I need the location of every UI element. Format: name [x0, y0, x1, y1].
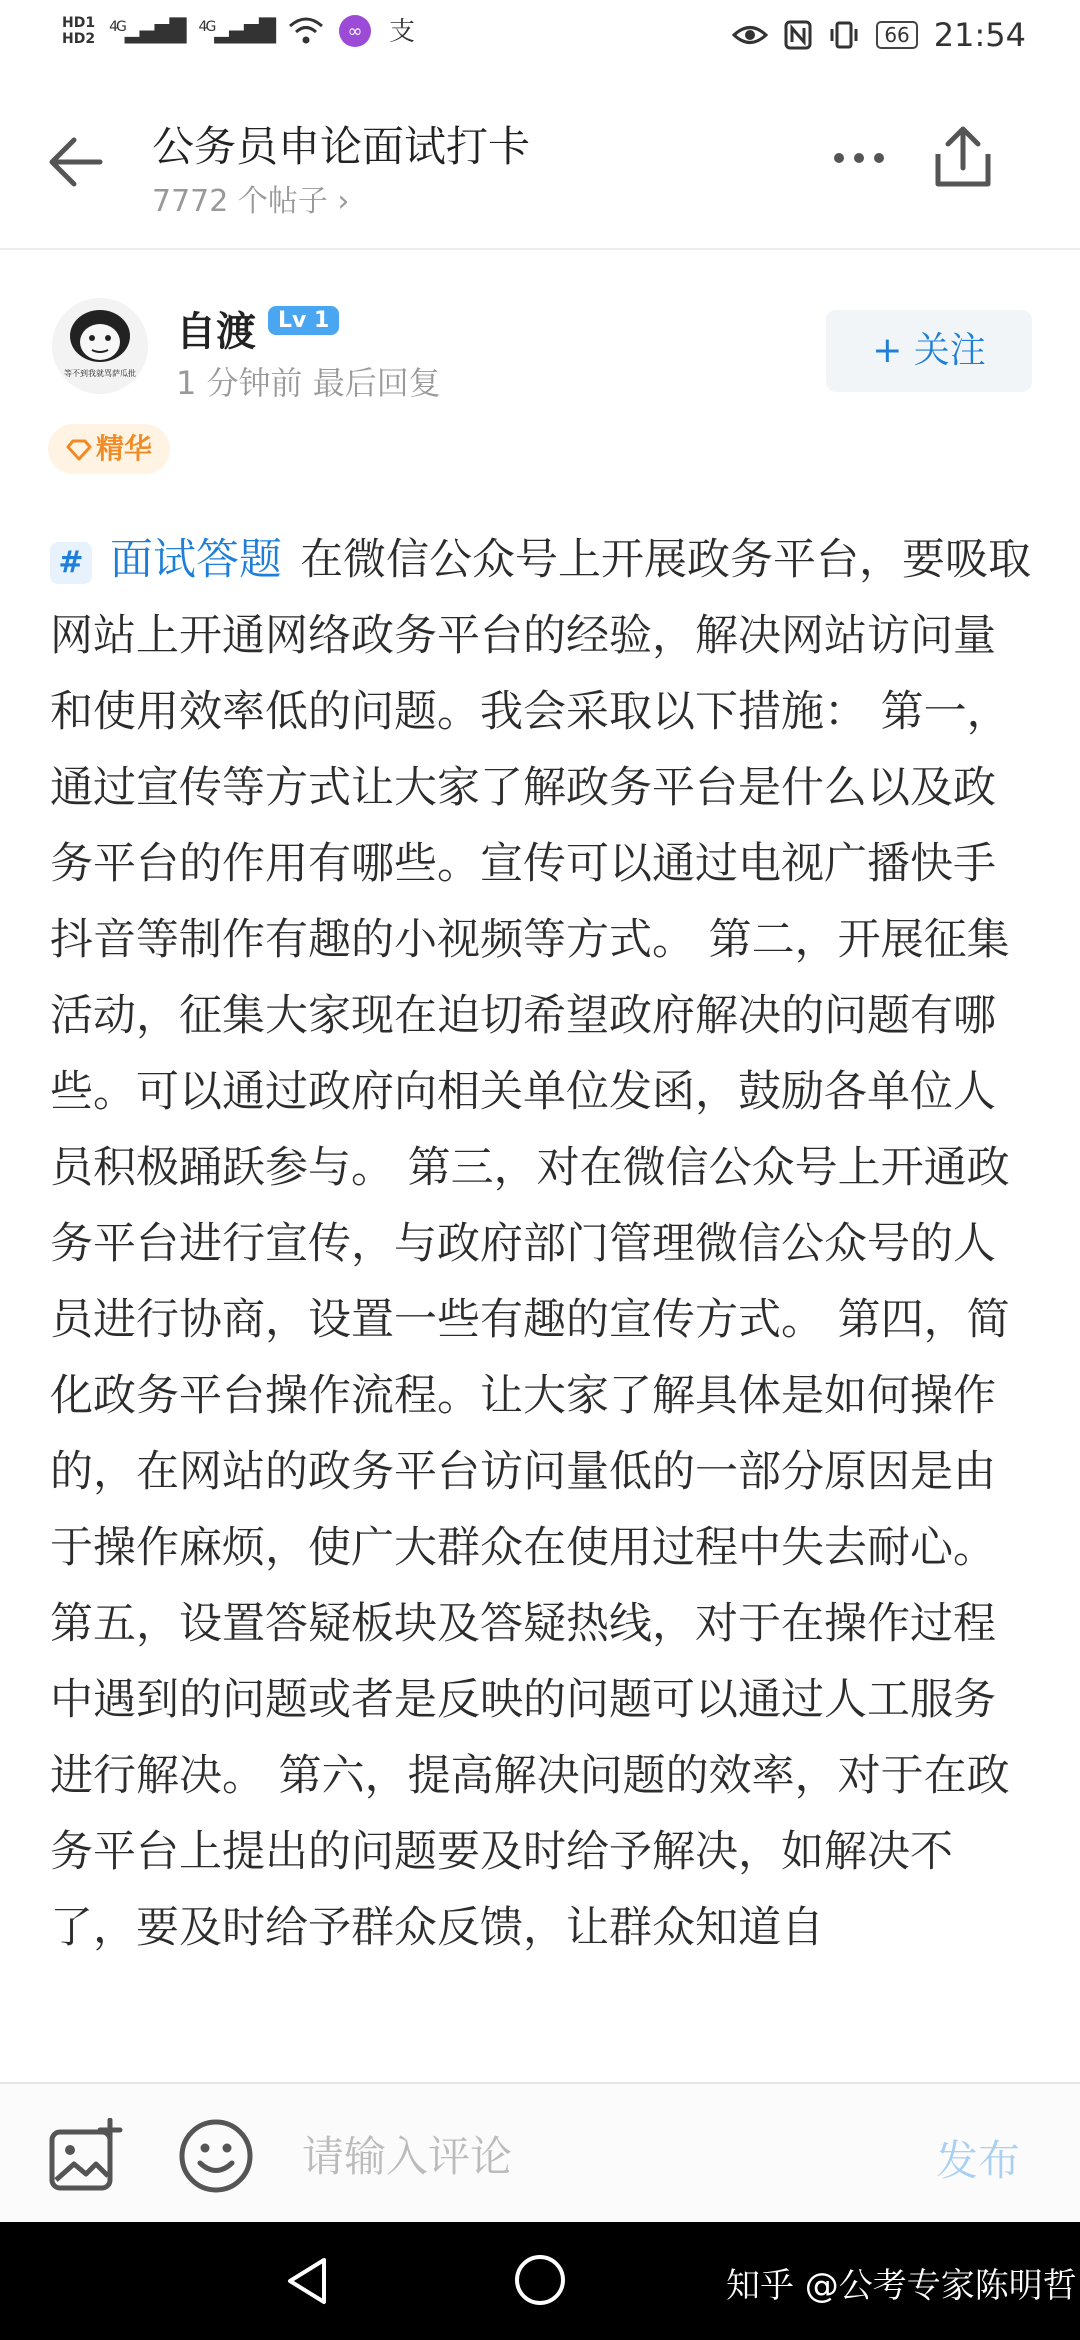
watermark: 知乎 @公考专家陈明哲: [726, 2266, 1077, 2306]
svg-text:∞: ∞: [347, 21, 363, 42]
featured-badge: [48, 424, 170, 474]
add-image-button[interactable]: [48, 2118, 124, 2194]
clock: 21:54: [933, 16, 1026, 54]
avatar-caption: 等不到我就骂萨瓜批: [64, 369, 136, 378]
eye-icon: [732, 22, 768, 48]
signal-1-label: 4G: [109, 18, 125, 35]
hd2-label: HD2: [62, 31, 96, 47]
hashtag-icon: #: [50, 542, 92, 584]
status-left: [62, 14, 418, 48]
alipay-icon: [386, 15, 418, 47]
svg-text:支: 支: [388, 17, 416, 47]
hd1-label: HD1: [62, 15, 96, 31]
triangle-back-icon: [282, 2254, 336, 2308]
post-text: 在微信公众号上开展政务平台，要吸取网站上开通网络政务平台的经验，解决网站访问量和使用效率低的问题。我会采取以下措施： 第一，通过宣传等方式让大家了解政务平台是什么以及政务平台的作用有哪些。宣传可以通过电视广播快手抖音等制作有趣的小视频等方式。 第二，开展征集活动，征集大家现在迫切希望政府解决的问题有哪些。可以通过政府向相关单位发函，鼓励各单位人员积极踊跃参与。 第三，对在微信公众号上开通政务平台进行宣传，与政府部门管理微信公众号的人员进行协商，设置一些有趣的宣传方式。 第四，简化政务平台操作流程。让大家了解具体是如何操作的，在网站的政务平台访问量低的一部分原因是由于操作麻烦，使广大群众在使用过程中失去耐心。 第五，设置答疑板块及答疑热线，对于在操作过程中遇到的问题或者是反映的问题可以通过人工服务进行解决。 第六，提高解决问题的效率，对于在政务平台上提出的问题要及时给予解决，如解决不了，要及时给予群众反馈，让群众知道自: [50, 535, 1031, 1953]
page-title[interactable]: 公务员申论面试打卡: [152, 122, 531, 171]
arrow-left-icon: [46, 132, 106, 192]
comment-bar: [0, 2082, 1080, 2224]
top-app-bar: [0, 80, 1080, 250]
vibrate-icon: [828, 20, 860, 50]
post-meta: 1 分钟前 最后回复: [176, 364, 441, 402]
diamond-icon: [66, 439, 92, 461]
author-name[interactable]: 自渡: [176, 309, 256, 355]
avatar-meme-image: [52, 298, 148, 394]
signal-2-label: 4G: [198, 18, 215, 35]
app-notification-icon: [338, 14, 372, 48]
level-badge: Lv 1: [268, 306, 339, 335]
status-bar: [0, 0, 1080, 80]
avatar[interactable]: [52, 298, 148, 394]
back-button[interactable]: [46, 132, 106, 192]
smiley-icon: [178, 2118, 254, 2194]
comment-input[interactable]: [300, 2120, 884, 2192]
nav-back-button[interactable]: [282, 2254, 336, 2308]
more-options-button[interactable]: [832, 134, 886, 190]
system-nav-bar: [0, 2222, 1080, 2340]
wifi-icon: [288, 16, 324, 46]
nfc-icon: [784, 20, 812, 50]
hd-indicators: [62, 15, 95, 47]
featured-badge-label: 精华: [96, 432, 153, 465]
image-add-icon: [48, 2118, 124, 2194]
circle-home-icon: [512, 2252, 568, 2308]
post-count-link[interactable]: 7772 个帖子 ›: [152, 184, 350, 219]
signal-icon-1: $^{4G}$▂▄▆█: [109, 18, 185, 44]
topic-link[interactable]: 面试答题: [110, 535, 282, 585]
post-body: [50, 522, 1034, 2082]
share-button[interactable]: [930, 124, 996, 190]
more-horizontal-icon: [832, 138, 886, 178]
battery-indicator: 66: [876, 21, 917, 49]
emoji-button[interactable]: [178, 2118, 254, 2194]
follow-button[interactable]: + 关注: [826, 310, 1032, 392]
publish-button[interactable]: 发布: [936, 2136, 1021, 2185]
nav-home-button[interactable]: [512, 2252, 568, 2308]
share-icon: [930, 124, 996, 190]
status-right: [732, 16, 1026, 54]
signal-icon-2: $^{4G}$▂▄▆█: [198, 18, 274, 44]
